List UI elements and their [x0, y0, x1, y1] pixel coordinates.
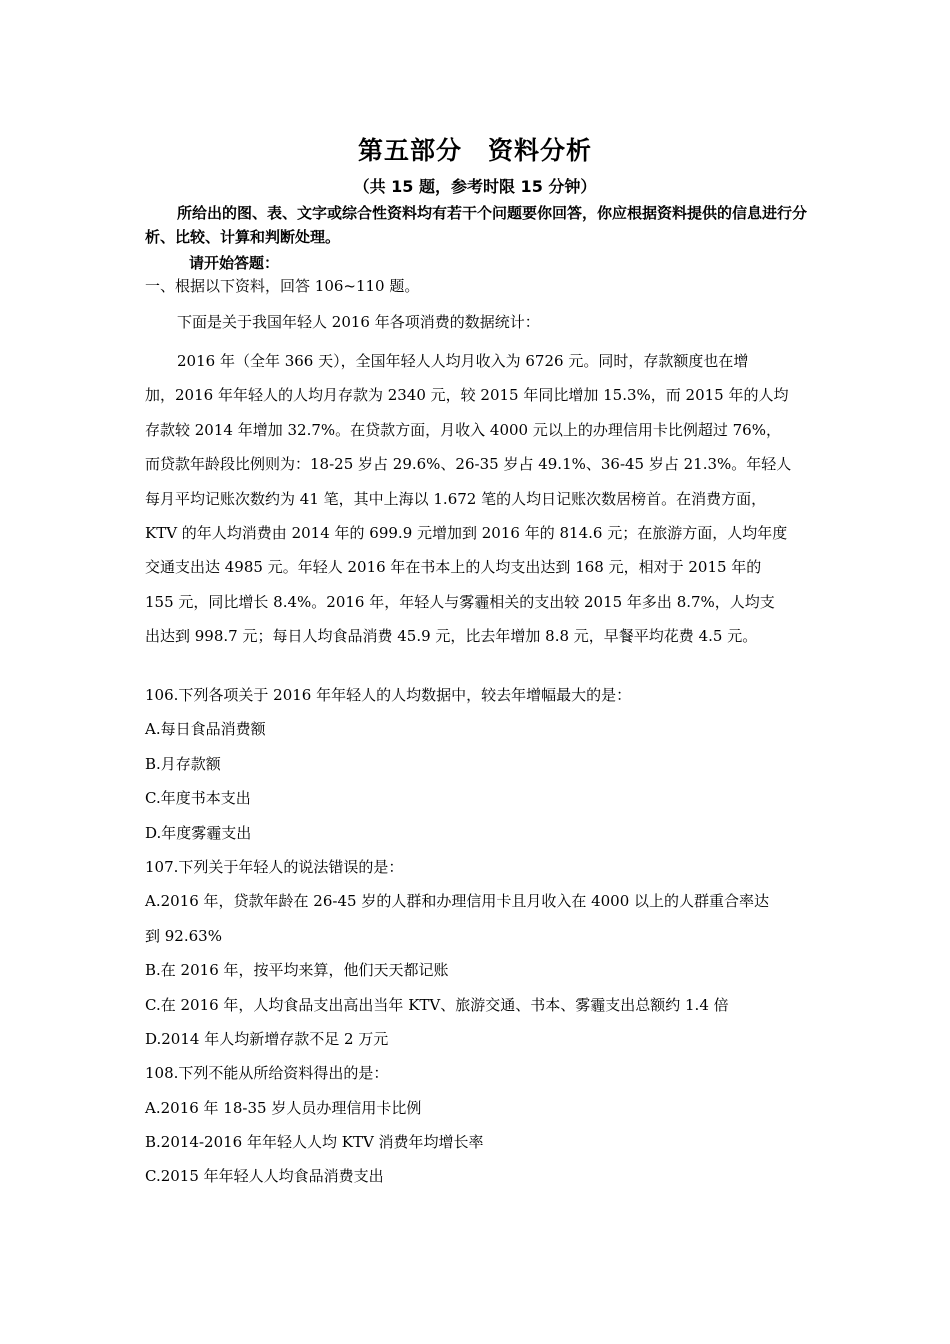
passage-line: 每月平均记账次数约为 41 笔，其中上海以 1.672 笔的人均日记账次数居榜首。在消费方面，	[145, 489, 767, 508]
passage-line: 出达到 998.7 元；每日人均食品消费 45.9 元，比去年增加 8.8 元，早餐平均花费 4.5 元。	[145, 627, 758, 646]
passage-line: 交通支出达 4985 元。年轻人 2016 年在书本上的人均支出达到 168 元，相对于 2015 年的	[145, 558, 762, 577]
page-title: 第五部分 资料分析	[357, 136, 592, 165]
stats-intro: 下面是关于我国年轻人 2016 年各项消费的数据统计：	[177, 313, 540, 331]
passage-line: 加，2016 年年轻人的人均月存款为 2340 元，较 2015 年同比增加 15.3%，而 2015 年的人均	[145, 386, 789, 405]
question-106-option-d: D.年度雾霾支出	[145, 823, 252, 842]
question-106-option-b: B.月存款额	[145, 754, 221, 773]
question-list	[145, 678, 825, 1194]
passage-line: 2016 年（全年 366 天），全国年轻人人均月收入为 6726 元。同时，存款额度也在增	[177, 352, 749, 370]
question-107-option-a: A.2016 年，贷款年龄在 26-45 岁的人群和办理信用卡且月收入在 4000 以上的人群重合率达	[145, 892, 770, 911]
passage-line: 155 元，同比增长 8.4%。2016 年，年轻人与雾霾相关的支出较 2015 年多出 8.7%，人均支	[145, 592, 775, 611]
question-107-option-c: C.在 2016 年，人均食品支出高出当年 KTV、旅游交通、书本、雾霾支出总额约 1.4 倍	[145, 995, 729, 1014]
question-107-stem: 107.下列关于年轻人的说法错误的是：	[145, 857, 404, 876]
passage-line: KTV 的年人均消费由 2014 年的 699.9 元增加到 2016 年的 814.6 元；在旅游方面，人均年度	[145, 523, 788, 542]
section-intro: 一、根据以下资料，回答 106~110 题。	[145, 277, 420, 295]
question-108-option-b: B.2014-2016 年年轻人人均 KTV 消费年均增长率	[145, 1133, 484, 1152]
question-108-option-a: A.2016 年 18-35 岁人员办理信用卡比例	[145, 1098, 422, 1117]
question-108-option-c: C.2015 年年轻人人均食品消费支出	[145, 1167, 384, 1186]
question-108-stem: 108.下列不能从所给资料得出的是：	[145, 1064, 389, 1083]
passage-line: 存款较 2014 年增加 32.7%。在贷款方面，月收入 4000 元以上的办理信用卡比例超过 76%，	[145, 420, 781, 439]
start-prompt: 请开始答题：	[189, 254, 280, 272]
question-107-option-b: B.在 2016 年，按平均来算，他们天天都记账	[145, 961, 449, 980]
page-subtitle: （共 15 题，参考时限 15 分钟）	[353, 177, 597, 196]
question-107-option-a-continued: 到 92.63%	[145, 926, 222, 945]
question-107-option-d: D.2014 年人均新增存款不足 2 万元	[145, 1029, 389, 1048]
question-106-option-c: C.年度书本支出	[145, 789, 251, 808]
question-106-stem: 106.下列各项关于 2016 年年轻人的人均数据中，较去年增幅最大的是：	[145, 686, 632, 704]
passage-line: 而贷款年龄段比例则为：18-25 岁占 29.6%、26-35 岁占 49.1%、36-45 岁占 21.3%。年轻人	[145, 455, 792, 474]
data-passage	[145, 344, 825, 654]
question-106-option-a: A.每日食品消费额	[145, 720, 266, 739]
instruction-paragraph: 所给出的图、表、文字或综合性资料均有若干个问题要你回答，你应根据资料提供的信息进行分析、比较、计算和判断处理。	[145, 204, 808, 246]
